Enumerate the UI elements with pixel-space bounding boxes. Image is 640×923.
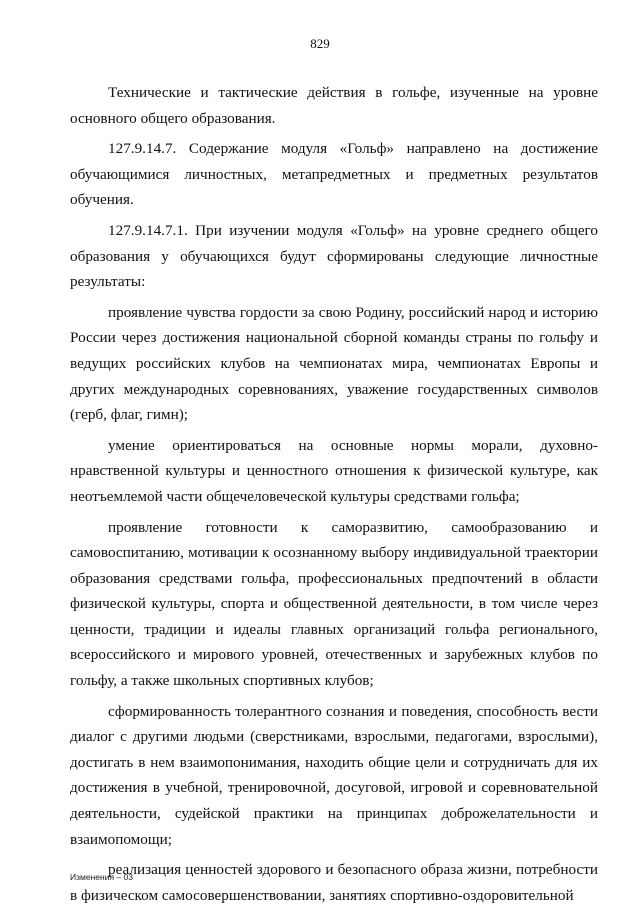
document-body bbox=[70, 80, 598, 908]
paragraph-pride: проявление чувства гордости за свою Родину, российский народ и историю России через достижения национальной сборной команды страны по гольфу и ведущих российских клубов на чемпионатах мира, чемпионатах Европы и других международных соревнованиях, уважение государственных символов (герб, флаг, гимн); bbox=[70, 303, 598, 424]
paragraph-continuation: Технические и тактические действия в гольфе, изученные на уровне основного общего образования. bbox=[70, 84, 598, 127]
paragraph-morality: умение ориентироваться на основные нормы морали, духовно-нравственной культуры и ценностного отношения к физической культуре, как неотъемлемой части общечеловеческой культуры средствами гольфа; bbox=[70, 436, 598, 505]
paragraph-healthy-lifestyle: реализация ценностей здорового и безопасного образа жизни, потребности в физическом самосовершенствовании, занятиях спортивно-оздоровительной bbox=[70, 861, 598, 904]
paragraph-tolerance: сформированность толерантного сознания и поведения, способность вести диалог с другими людьми (сверстниками, взрослыми, педагогами, взрослыми), достигать в нем взаимопонимания, находить общие цели и сотрудничать для их достижения в учебной, тренировочной, досуговой, игровой и соревновательной деятельности, судейской практики на принципах доброжелательности и взаимопомощи; bbox=[70, 702, 598, 848]
page-number: 829 bbox=[310, 36, 330, 51]
paragraph-section-127-9-14-7-1: 127.9.14.7.1. При изучении модуля «Гольф» на уровне среднего общего образования у обучающихся будут сформированы следующие личностные результаты: bbox=[70, 221, 598, 291]
paragraph-section-127-9-14-7: 127.9.14.7. Содержание модуля «Гольф» направлено на достижение обучающимися личностных, метапредметных и предметных результатов обучения. bbox=[70, 140, 598, 209]
paragraph-self-development: проявление готовности к саморазвитию, самообразованию и самовоспитанию, мотивации к осознанному выбору индивидуальной траектории образования средствами гольфа, профессиональных предпочтений в области физической культуры, спорта и общественной деятельности, в том числе через ценности, традиции и идеалы главных организаций гольфа регионального, всероссийского и мирового уровней, отечественных и зарубежных клубов по гольфу, а также школьных спортивных клубов; bbox=[70, 518, 598, 690]
footer-revision-note: Изменения – 03 bbox=[70, 872, 133, 882]
